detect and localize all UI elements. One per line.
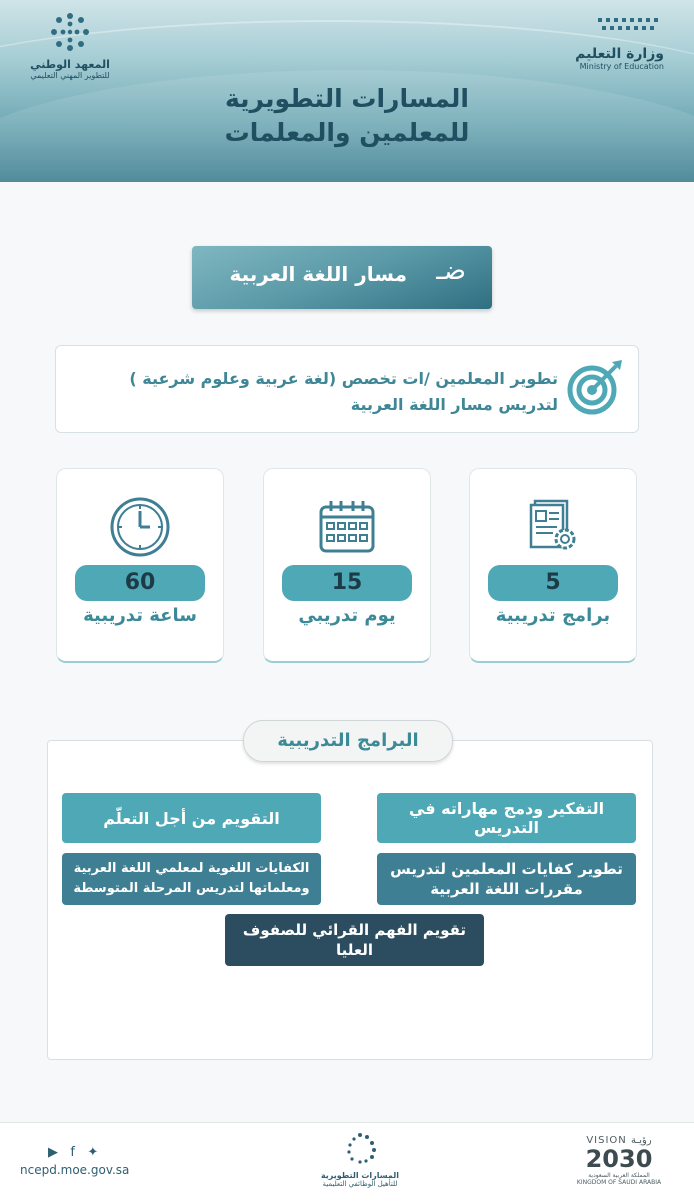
program-item: التقويم من أجل التعلّم (62, 793, 321, 843)
document-gear-icon (521, 495, 585, 559)
ministry-logo (524, 14, 664, 71)
social-links (48, 1145, 98, 1160)
twitter-icon[interactable]: ✦ (87, 1145, 99, 1160)
target-icon (564, 358, 624, 418)
ministry-name-ar: وزارة التعليم (575, 46, 664, 62)
center-logo (320, 1131, 400, 1188)
vision-label: VISION رؤيـة (586, 1135, 652, 1146)
program-item: تقويم الفهم القرائي للصفوف العليا (225, 914, 484, 966)
stat-value: 15 (282, 565, 412, 601)
center-logo-icon (340, 1131, 380, 1167)
calendar-icon (315, 495, 379, 559)
center-logo-line2: للتأهيل الوظائفي التعليمية (322, 1180, 398, 1188)
program-item: التفكير ودمج مهاراته في التدريس (377, 793, 636, 843)
website-link[interactable]: ncepd.moe.gov.sa (20, 1163, 130, 1177)
stat-label: برامج تدريبية (495, 605, 611, 626)
track-title: مسار اللغة العربية (229, 262, 407, 286)
center-logo-line1: المسارات التطويرية (320, 1171, 400, 1180)
stat-value: 5 (488, 565, 618, 601)
vision-country-ar: المملكة العربية السعودية (588, 1172, 650, 1179)
vision-country-en: KINGDOM OF SAUDI ARABIA (576, 1179, 662, 1186)
institute-logo-icon (48, 10, 92, 54)
footer (0, 1122, 694, 1201)
vision-year: 2030 (585, 1145, 653, 1173)
goal-box (55, 345, 639, 433)
track-title-box (192, 246, 492, 309)
calligraphy-icon: ضـ (436, 256, 466, 286)
stat-card-programs (469, 468, 637, 663)
page-title-line1: المسارات التطويرية (224, 84, 469, 113)
vision-2030-logo (574, 1135, 664, 1186)
stat-label: ساعة تدريبية (83, 605, 197, 626)
program-item: الكفايات اللغوية لمعلمي اللغة العربية ومعلماتها لتدريس المرحلة المتوسطة (62, 853, 321, 905)
goal-text: تطوير المعلمين /ات تخصص (لغة عربية وعلوم شرعية ) لتدريس مسار اللغة العربية (129, 369, 558, 414)
page-title-line2: للمعلمين والمعلمات (224, 118, 470, 147)
stat-card-hours (56, 468, 224, 663)
programs-title: البرامج التدريبية (243, 720, 453, 762)
program-item: تطوير كفايات المعلمين لتدريس مقررات اللغة العربية (377, 853, 636, 905)
stat-card-days (263, 468, 431, 663)
header-banner (0, 0, 694, 182)
ministry-name-en: Ministry of Education (579, 62, 664, 71)
clock-icon (108, 495, 172, 559)
stat-value: 60 (75, 565, 205, 601)
facebook-icon[interactable]: f (70, 1145, 75, 1160)
ministry-logo-icon (594, 14, 664, 40)
institute-name-line1: المعهد الوطني (30, 58, 110, 71)
institute-logo (20, 10, 120, 80)
youtube-icon[interactable]: ▶ (48, 1145, 58, 1160)
institute-name-line2: للتطوير المهني التعليمي (30, 71, 110, 80)
stat-label: يوم تدريبي (298, 605, 396, 626)
